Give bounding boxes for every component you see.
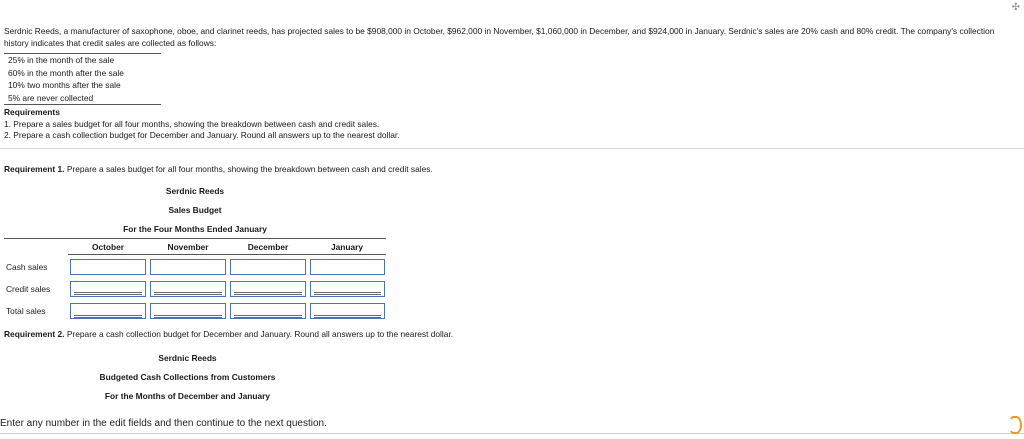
row-label-cash-sales: Cash sales xyxy=(6,262,48,272)
requirement-1-text: Prepare a sales budget for all four months, showing the breakdown between cash and credit sales. xyxy=(64,164,433,174)
requirement-item-2: 2. Prepare a cash collection budget for December and January. Round all answers up to the nearest dollar. xyxy=(4,130,400,140)
progress-indicator-icon xyxy=(1008,416,1022,434)
move-icon[interactable]: ✣ xyxy=(1011,2,1020,13)
total-sales-november-input[interactable] xyxy=(150,303,226,319)
header-rule xyxy=(68,254,386,255)
sales-budget-company: Serdnic Reeds xyxy=(165,186,225,196)
requirement-2-label: Requirement 2. xyxy=(4,329,65,339)
column-header-october: October xyxy=(91,242,125,252)
total-sales-december-input[interactable] xyxy=(230,303,306,319)
collection-row: 5% are never collected xyxy=(8,92,94,103)
cash-collections-period: For the Months of December and January xyxy=(104,391,271,401)
total-sales-january-input[interactable] xyxy=(310,303,385,319)
column-header-november: November xyxy=(167,242,209,252)
requirement-1-label: Requirement 1. xyxy=(4,164,65,174)
table-top-rule xyxy=(4,238,386,239)
credit-sales-november-input[interactable] xyxy=(150,281,226,297)
total-sales-october-input[interactable] xyxy=(70,303,146,319)
collection-history-table xyxy=(4,53,161,105)
requirement-1-prompt xyxy=(4,164,433,174)
column-header-december: December xyxy=(247,242,289,252)
requirement-item-1: 1. Prepare a sales budget for all four months, showing the breakdown between cash and credit sales. xyxy=(4,119,380,129)
cash-sales-january-input[interactable] xyxy=(310,259,385,275)
requirement-2-text: Prepare a cash collection budget for December and January. Round all answers up to the nearest dollar. xyxy=(64,329,454,339)
footer-divider xyxy=(0,433,1024,434)
credit-sales-january-input[interactable] xyxy=(310,281,385,297)
requirements-heading: Requirements xyxy=(4,107,60,117)
sales-budget-period: For the Four Months Ended January xyxy=(123,224,267,234)
collection-row: 60% in the month after the sale xyxy=(8,67,124,78)
row-label-credit-sales: Credit sales xyxy=(6,284,51,294)
problem-intro: Serdnic Reeds, a manufacturer of saxophone, oboe, and clarinet reeds, has projected sales to be $908,000 in October, $962,000 in November, $1,060,000 in December, and $924,000 in January. Serdnic's sales are 20% cash and 80% credit. The company's collection history indicates that credit sales are collected as follows: xyxy=(4,26,995,48)
credit-sales-december-input[interactable] xyxy=(230,281,306,297)
cash-sales-october-input[interactable] xyxy=(70,259,146,275)
status-message: Enter any number in the edit fields and then continue to the next question. xyxy=(0,418,327,429)
cash-collections-title: Budgeted Cash Collections from Customers xyxy=(99,372,276,382)
section-divider xyxy=(0,148,1024,149)
cash-sales-november-input[interactable] xyxy=(150,259,226,275)
cash-sales-december-input[interactable] xyxy=(230,259,306,275)
collection-row: 10% two months after the sale xyxy=(8,80,121,90)
credit-sales-october-input[interactable] xyxy=(70,281,146,297)
requirement-2-prompt xyxy=(4,329,453,339)
sales-budget-title: Sales Budget xyxy=(168,205,222,215)
column-header-january: January xyxy=(330,242,364,252)
collection-row: 25% in the month of the sale xyxy=(8,55,115,65)
row-label-total-sales: Total sales xyxy=(6,306,46,316)
cash-collections-company: Serdnic Reeds xyxy=(158,353,217,363)
